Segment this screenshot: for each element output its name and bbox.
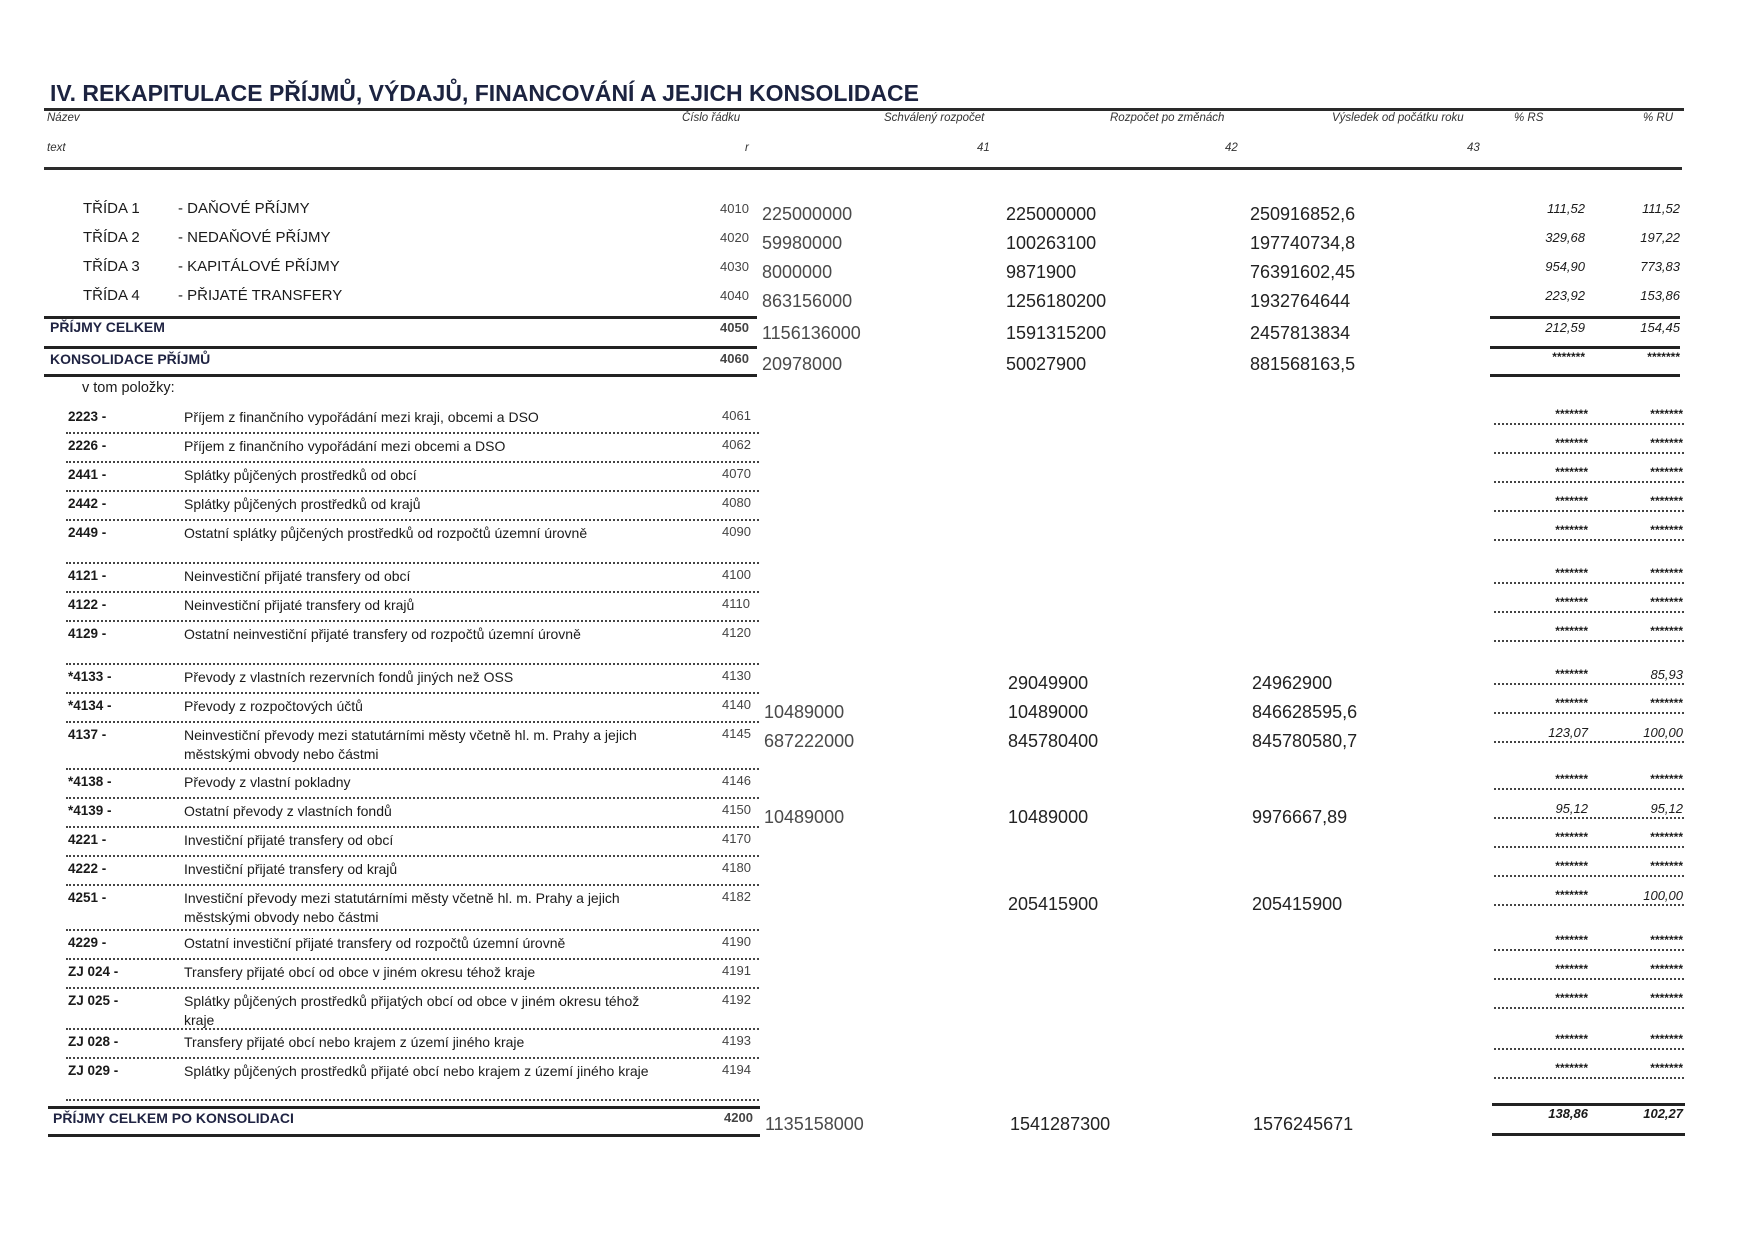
item-ru: ******* [1650, 962, 1683, 976]
prijmy-celkem-po-zmenach: 1591315200 [1006, 323, 1107, 343]
item-row-number: 4061 [722, 408, 751, 423]
item-schvaleny: 10489000 [764, 702, 845, 722]
item-schvaleny: 10489000 [764, 807, 845, 827]
item-code: *4138 - [68, 774, 112, 789]
item-vysledek: 9976667,89 [1252, 807, 1348, 827]
class-row-number: 4010 [720, 201, 749, 216]
item-pct-separator [1494, 875, 1684, 877]
item-row-number: 4190 [722, 934, 751, 949]
item-description: Neinvestiční přijaté transfery od krajů [184, 597, 415, 613]
class-row [43, 200, 743, 222]
item-row-number: 4194 [722, 1062, 751, 1077]
po-konsolidaci-bottomline [48, 1134, 760, 1137]
item-rs: 95,12 [1555, 801, 1588, 816]
item-pct-separator [1494, 1077, 1684, 1079]
item-ru: 100,00 [1643, 725, 1683, 740]
header-text: text [47, 142, 66, 154]
item-ru: ******* [1650, 933, 1683, 947]
item-description: Příjem z finančního vypořádání mezi obcemi a DSO [184, 438, 506, 454]
item-pct-separator [1494, 510, 1684, 512]
item-po-zmenach: 205415900 [1008, 894, 1099, 914]
item-ru: ******* [1650, 1032, 1683, 1046]
class-vysledek: 197740734,8 [1250, 233, 1356, 253]
prijmy-celkem-rs: 212,59 [1545, 320, 1585, 335]
item-ru: ******* [1650, 407, 1683, 421]
item-description: Neinvestiční přijaté transfery od obcí [184, 568, 411, 584]
item-separator [66, 461, 759, 463]
item-separator [66, 884, 759, 886]
header-schvaleny: Schválený rozpočet [884, 112, 985, 124]
item-code: ZJ 024 - [68, 964, 119, 979]
item-separator [66, 1028, 759, 1030]
item-pct-separator [1494, 904, 1684, 906]
konsolidace-ru: ******* [1647, 350, 1680, 364]
class-schvaleny: 8000000 [762, 262, 833, 282]
po-konsolidaci-label: PŘÍJMY CELKEM PO KONSOLIDACI [53, 1110, 294, 1126]
class-vysledek: 1932764644 [1250, 291, 1351, 311]
item-rs: ******* [1555, 624, 1588, 638]
class-po-zmenach: 9871900 [1006, 262, 1077, 282]
item-ru: ******* [1650, 624, 1683, 638]
item-separator [66, 797, 759, 799]
class-name: - NEDAŇOVÉ PŘÍJMY [178, 229, 331, 246]
item-description: Splátky půjčených prostředků přijatých obcí od obce v jiném okresu téhož kraje [184, 993, 640, 1028]
item-pct-separator [1494, 683, 1684, 685]
item-row-number: 4180 [722, 860, 751, 875]
item-rs: ******* [1555, 494, 1588, 508]
item-po-zmenach: 10489000 [1008, 807, 1089, 827]
prijmy-celkem-ru: 154,45 [1640, 320, 1680, 335]
item-description: Ostatní splátky půjčených prostředků od rozpočtů územní úrovně [184, 525, 588, 541]
item-description: Investiční přijaté transfery od krajů [184, 861, 398, 877]
item-code: 2449 - [68, 525, 107, 540]
v-tom-polozky: v tom položky: [82, 380, 175, 396]
item-pct-separator [1494, 949, 1684, 951]
class-ru: 111,52 [1642, 201, 1680, 216]
item-pct-separator [1494, 582, 1684, 584]
class-rs: 329,68 [1545, 230, 1585, 245]
item-row-number: 4062 [722, 437, 751, 452]
item-description: Převody z vlastních rezervních fondů jiných než OSS [184, 669, 514, 685]
class-trida: TŘÍDA 1 [83, 200, 140, 217]
item-description: Investiční převody mezi statutárními městy včetně hl. m. Prahy a jejich městskými obvody nebo částmi [184, 890, 620, 925]
item-rs: ******* [1555, 991, 1588, 1005]
item-ru: ******* [1650, 436, 1683, 450]
class-rs: 111,52 [1547, 201, 1585, 216]
header-rs: % RS [1514, 112, 1544, 124]
item-row-number: 4080 [722, 495, 751, 510]
header-col-41: 41 [977, 142, 990, 154]
item-separator [66, 1057, 759, 1059]
item-pct-separator [1494, 741, 1684, 743]
header-ru: % RU [1643, 112, 1674, 124]
item-separator [66, 519, 759, 521]
item-code: *4134 - [68, 698, 112, 713]
item-ru: ******* [1650, 523, 1683, 537]
header-nazev: Název [47, 112, 80, 124]
item-description: Splátky půjčených prostředků od obcí [184, 467, 417, 483]
item-ru: ******* [1650, 991, 1683, 1005]
item-rs: ******* [1555, 830, 1588, 844]
item-separator [66, 929, 759, 931]
item-rs: ******* [1555, 667, 1588, 681]
item-pct-separator [1494, 978, 1684, 980]
class-ru: 773,83 [1640, 259, 1680, 274]
item-ru: ******* [1650, 566, 1683, 580]
class-row [43, 229, 743, 251]
item-rs: ******* [1555, 465, 1588, 479]
class-row-number: 4030 [720, 259, 749, 274]
konsolidace-pct-bottomline [1490, 374, 1680, 377]
page-title: IV. REKAPITULACE PŘÍJMŮ, VÝDAJŮ, FINANCOVÁNÍ A JEJICH KONSOLIDACE [50, 80, 920, 106]
item-ru: 95,12 [1650, 801, 1683, 816]
class-row-number: 4020 [720, 230, 749, 245]
item-row-number: 4110 [722, 596, 750, 611]
item-description: Splátky půjčených prostředků od krajů [184, 496, 421, 512]
po-konsolidaci-vysledek: 1576245671 [1253, 1114, 1354, 1134]
item-separator [66, 768, 759, 770]
header-vysledek: Výsledek od počátku roku [1332, 112, 1464, 124]
item-po-zmenach: 845780400 [1008, 731, 1099, 751]
item-rs: 123,07 [1548, 725, 1588, 740]
item-description: Ostatní neinvestiční přijaté transfery od rozpočtů územní úrovně [184, 626, 581, 642]
item-row-number: 4170 [722, 831, 751, 846]
konsolidace-vysledek: 881568163,5 [1250, 354, 1356, 374]
item-row-number: 4090 [722, 524, 751, 539]
item-rs: ******* [1555, 772, 1588, 786]
item-rs: ******* [1555, 859, 1588, 873]
item-row-number: 4145 [722, 726, 751, 741]
class-name: - DAŇOVÉ PŘÍJMY [178, 200, 310, 217]
header-col-42: 42 [1225, 142, 1238, 154]
item-row-number: 4193 [722, 1033, 751, 1048]
item-pct-separator [1494, 611, 1684, 613]
item-code: ZJ 025 - [68, 993, 119, 1008]
prijmy-celkem-schvaleny: 1156136000 [762, 323, 861, 343]
item-row-number: 4150 [722, 802, 751, 817]
po-konsolidaci-row: 4200 [724, 1110, 753, 1125]
item-separator [66, 663, 759, 665]
item-separator [66, 958, 759, 960]
item-ru: 85,93 [1650, 667, 1683, 682]
item-description: Příjem z finančního vypořádání mezi kraji, obcemi a DSO [184, 409, 539, 425]
item-code: 2226 - [68, 438, 107, 453]
item-vysledek: 845780580,7 [1252, 731, 1358, 751]
class-schvaleny: 863156000 [762, 291, 853, 311]
po-konsolidaci-topline [48, 1106, 760, 1109]
item-description: Převody z rozpočtových účtů [184, 698, 363, 714]
item-code: 4129 - [68, 626, 107, 641]
item-description: Investiční přijaté transfery od obcí [184, 832, 394, 848]
item-code: 4122 - [68, 597, 107, 612]
item-ru: ******* [1650, 465, 1683, 479]
item-pct-separator [1494, 640, 1684, 642]
item-pct-separator [1494, 1048, 1684, 1050]
class-row [43, 287, 743, 309]
item-code: 4251 - [68, 890, 107, 905]
item-code: 4229 - [68, 935, 107, 950]
class-po-zmenach: 225000000 [1006, 204, 1097, 224]
class-po-zmenach: 100263100 [1006, 233, 1097, 253]
po-konsolidaci-schvaleny: 1135158000 [765, 1114, 864, 1134]
item-schvaleny: 687222000 [764, 731, 855, 751]
class-schvaleny: 225000000 [762, 204, 853, 224]
item-rs: ******* [1555, 566, 1588, 580]
item-row-number: 4070 [722, 466, 751, 481]
po-konsolidaci-pct-bottomline [1492, 1133, 1685, 1136]
konsolidace-po-zmenach: 50027900 [1006, 354, 1087, 374]
item-pct-separator [1494, 846, 1684, 848]
item-rs: ******* [1555, 407, 1588, 421]
item-rs: ******* [1555, 962, 1588, 976]
item-rs: ******* [1555, 696, 1588, 710]
item-rs: ******* [1555, 436, 1588, 450]
item-separator [66, 721, 759, 723]
konsolidace-pct-topline [1490, 346, 1680, 349]
class-schvaleny: 59980000 [762, 233, 843, 253]
prijmy-celkem-label: PŘÍJMY CELKEM [50, 319, 165, 335]
item-separator [66, 620, 759, 622]
item-row-number: 4146 [722, 773, 751, 788]
po-konsolidaci-rs: 138,86 [1548, 1106, 1588, 1121]
class-name: - KAPITÁLOVÉ PŘÍJMY [178, 258, 340, 275]
item-separator [66, 1099, 759, 1101]
header-col-43: 43 [1467, 142, 1480, 154]
item-separator [66, 987, 759, 989]
item-ru: ******* [1650, 859, 1683, 873]
class-row [43, 258, 743, 280]
class-vysledek: 76391602,45 [1250, 262, 1356, 282]
item-pct-separator [1494, 423, 1684, 425]
item-ru: ******* [1650, 830, 1683, 844]
class-trida: TŘÍDA 2 [83, 229, 140, 246]
po-konsolidaci-po-zmenach: 1541287300 [1010, 1114, 1111, 1134]
item-code: *4139 - [68, 803, 112, 818]
item-code: 4137 - [68, 727, 107, 742]
class-vysledek: 250916852,6 [1250, 204, 1356, 224]
konsolidace-topline [44, 346, 757, 349]
konsolidace-label: KONSOLIDACE PŘÍJMŮ [50, 351, 211, 367]
item-separator [66, 490, 759, 492]
prijmy-celkem-pct-topline [1490, 316, 1680, 319]
item-vysledek: 24962900 [1252, 673, 1333, 693]
item-po-zmenach: 10489000 [1008, 702, 1089, 722]
item-row-number: 4130 [722, 668, 751, 683]
item-code: 4121 - [68, 568, 107, 583]
item-rs: ******* [1555, 1032, 1588, 1046]
item-code: 2223 - [68, 409, 107, 424]
item-separator [66, 826, 759, 828]
konsolidace-schvaleny: 20978000 [762, 354, 843, 374]
item-pct-separator [1494, 539, 1684, 541]
item-description: Ostatní převody z vlastních fondů [184, 803, 392, 819]
item-ru: ******* [1650, 494, 1683, 508]
item-row-number: 4100 [722, 567, 751, 582]
item-description: Neinvestiční převody mezi statutárními městy včetně hl. m. Prahy a jejich městskými obvody nebo částmi [184, 727, 637, 762]
konsolidace-rs: ******* [1552, 350, 1585, 364]
item-ru: 100,00 [1643, 888, 1683, 903]
header-cislo: Číslo řádku [682, 112, 741, 124]
item-separator [66, 591, 759, 593]
po-konsolidaci-ru: 102,27 [1643, 1106, 1683, 1121]
item-po-zmenach: 29049900 [1008, 673, 1089, 693]
item-code: 2441 - [68, 467, 107, 482]
item-vysledek: 846628595,6 [1252, 702, 1358, 722]
item-separator [66, 432, 759, 434]
item-description: Transfery přijaté obcí od obce v jiném okresu téhož kraje [184, 964, 536, 980]
item-code: ZJ 029 - [68, 1063, 119, 1078]
item-code: 4221 - [68, 832, 107, 847]
item-rs: ******* [1555, 1061, 1588, 1075]
item-rs: ******* [1555, 523, 1588, 537]
item-code: *4133 - [68, 669, 112, 684]
item-description: Splátky půjčených prostředků přijaté obcí nebo krajem z území jiného kraje [184, 1063, 649, 1079]
item-pct-separator [1494, 452, 1684, 454]
item-ru: ******* [1650, 1061, 1683, 1075]
item-rs: ******* [1555, 595, 1588, 609]
item-description: Ostatní investiční přijaté transfery od rozpočtů územní úrovně [184, 935, 566, 951]
item-separator [66, 692, 759, 694]
item-ru: ******* [1650, 696, 1683, 710]
item-row-number: 4191 [722, 963, 751, 978]
class-row-number: 4040 [720, 288, 749, 303]
item-pct-separator [1494, 712, 1684, 714]
item-ru: ******* [1650, 772, 1683, 786]
item-description: Transfery přijaté obcí nebo krajem z území jiného kraje [184, 1034, 525, 1050]
class-name: - PŘIJATÉ TRANSFERY [178, 287, 343, 304]
class-rs: 223,92 [1545, 288, 1585, 303]
class-trida: TŘÍDA 4 [83, 287, 140, 304]
prijmy-celkem-row: 4050 [720, 320, 749, 335]
item-description: Převody z vlastní pokladny [184, 774, 351, 790]
item-pct-separator [1494, 1007, 1684, 1009]
class-ru: 197,22 [1640, 230, 1680, 245]
item-pct-separator [1494, 788, 1684, 790]
class-rs: 954,90 [1545, 259, 1585, 274]
konsolidace-row: 4060 [720, 351, 749, 366]
item-separator [66, 562, 759, 564]
item-ru: ******* [1650, 595, 1683, 609]
header-po-zmenach: Rozpočet po změnách [1110, 112, 1225, 124]
prijmy-celkem-vysledek: 2457813834 [1250, 323, 1351, 343]
item-code: 2442 - [68, 496, 107, 511]
item-row-number: 4120 [722, 625, 751, 640]
item-rs: ******* [1555, 888, 1588, 902]
class-po-zmenach: 1256180200 [1006, 291, 1107, 311]
class-trida: TŘÍDA 3 [83, 258, 140, 275]
item-row-number: 4140 [722, 697, 751, 712]
item-row-number: 4182 [722, 889, 751, 904]
item-pct-separator [1494, 817, 1684, 819]
class-ru: 153,86 [1640, 288, 1680, 303]
konsolidace-bottomline [44, 374, 757, 377]
item-rs: ******* [1555, 933, 1588, 947]
item-separator [66, 855, 759, 857]
item-code: 4222 - [68, 861, 107, 876]
title-underline [44, 108, 1684, 111]
item-vysledek: 205415900 [1252, 894, 1343, 914]
item-row-number: 4192 [722, 992, 751, 1007]
header-r: r [745, 142, 749, 154]
header-rule [44, 167, 1682, 170]
item-code: ZJ 028 - [68, 1034, 119, 1049]
item-pct-separator [1494, 481, 1684, 483]
